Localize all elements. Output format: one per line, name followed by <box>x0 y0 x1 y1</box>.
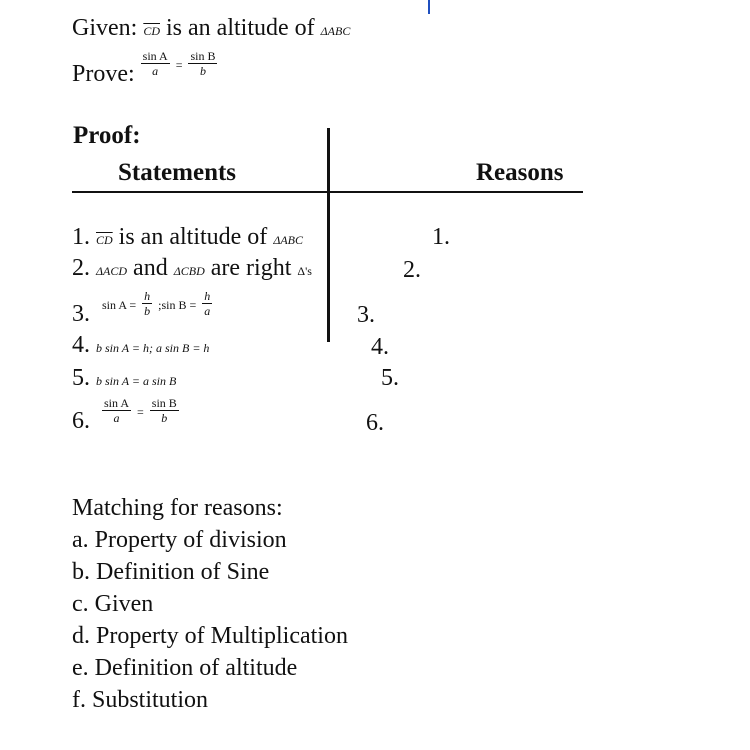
row6-f1-den: a <box>113 410 120 425</box>
row3-f1-den: b <box>144 303 151 318</box>
statement-row-2 <box>72 254 312 285</box>
proof-title: Proof: <box>73 122 141 149</box>
row5-expr: b sin A = a sin B <box>96 374 177 388</box>
row-number: 6. <box>72 408 90 434</box>
prove-line <box>72 48 217 88</box>
prove-lhs-den: a <box>152 63 159 78</box>
row2-triangle-1: ΔACD <box>96 264 128 278</box>
matching-title: Matching for reasons: <box>72 495 283 521</box>
given-segment: $\overline{CD}$ <box>143 24 160 38</box>
row-number: 1. <box>72 224 90 250</box>
matching-item-f: f. Substitution <box>72 687 209 713</box>
row6-f2-den: b <box>161 410 168 425</box>
row3-f2-den: a <box>204 303 211 318</box>
prove-rhs-fraction <box>188 49 217 78</box>
row6-eq: = <box>137 405 144 419</box>
row-number: 3. <box>72 301 90 327</box>
prove-rhs-num: sin B <box>190 48 216 63</box>
matching-item-b: b. Definition of Sine <box>72 559 270 585</box>
row3-lhs: sin A = <box>102 298 137 312</box>
row3-fraction-1 <box>142 289 152 318</box>
reason-row-6: 6. <box>366 410 384 436</box>
statements-header: Statements <box>118 159 237 186</box>
given-triangle: ΔABC <box>320 24 351 38</box>
reason-row-3: 3. <box>357 302 375 328</box>
row2-and: and <box>133 255 168 281</box>
row3-f2-num: h <box>204 288 211 303</box>
statement-row-6 <box>72 395 179 435</box>
prove-rhs-den: b <box>199 63 206 78</box>
row3-fraction-2 <box>202 289 212 318</box>
matching-item-a: a. Property of division <box>72 527 287 553</box>
prove-lhs-num: sin A <box>142 48 168 63</box>
reason-row-2: 2. <box>403 257 421 283</box>
matching-item-e: e. Definition of altitude <box>72 655 298 681</box>
row6-f2-num: sin B <box>151 395 177 410</box>
row2-triangle-2: ΔCBD <box>173 264 205 278</box>
matching-item-d: d. Property of Multiplication <box>72 623 348 649</box>
row2-text: are right <box>210 255 292 281</box>
matching-item-c: c. Given <box>72 591 154 617</box>
prove-eq: = <box>175 58 183 72</box>
row3-f1-num: h <box>144 288 151 303</box>
statement-row-1 <box>72 223 303 254</box>
row6-fraction-2 <box>150 396 179 425</box>
row1-text: is an altitude of <box>118 224 268 250</box>
text-cursor <box>428 0 430 14</box>
row1-triangle: ΔABC <box>273 233 304 247</box>
row3-mid: ;sin B = <box>158 298 197 312</box>
reason-row-4: 4. <box>371 334 389 360</box>
row2-suffix: Δ's <box>297 264 312 278</box>
row-number: 5. <box>72 365 90 391</box>
t-chart-vertical-line <box>327 128 330 342</box>
statement-row-5 <box>72 364 176 395</box>
statement-row-3 <box>72 288 212 328</box>
prove-label: Prove: <box>72 61 135 87</box>
given-text: is an altitude of <box>166 15 315 41</box>
statement-row-4 <box>72 331 209 362</box>
reasons-header: Reasons <box>476 159 564 186</box>
reason-row-5: 5. <box>381 365 399 391</box>
row4-expr: b sin A = h; a sin B = h <box>96 341 210 355</box>
prove-lhs-fraction <box>141 49 170 78</box>
reason-row-1: 1. <box>432 224 450 250</box>
given-label: Given: <box>72 15 138 41</box>
row6-f1-num: sin A <box>104 395 130 410</box>
row-number: 2. <box>72 255 90 281</box>
given-line <box>72 14 350 45</box>
row1-segment: $\overline{CD}$ <box>96 233 113 247</box>
row6-fraction-1 <box>102 396 131 425</box>
row-number: 4. <box>72 332 90 358</box>
